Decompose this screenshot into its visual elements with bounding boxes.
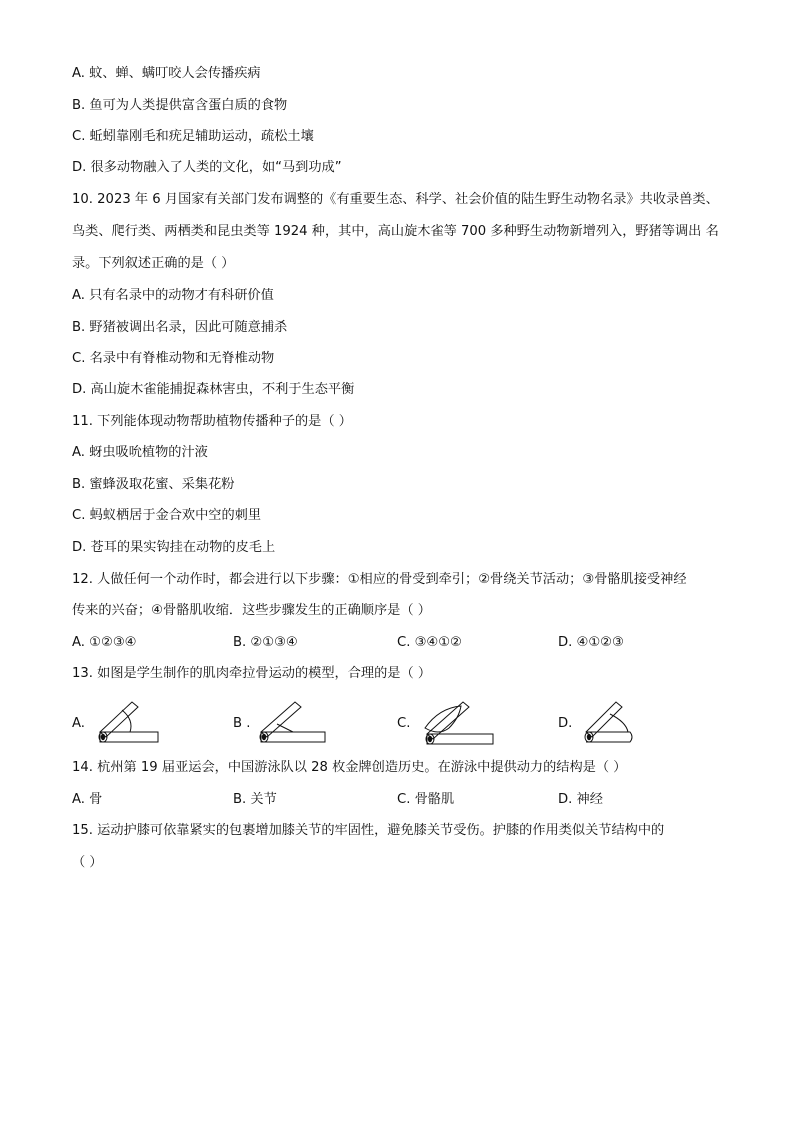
muscle-bone-model-b-icon [255,700,335,752]
q13-figure-a-label: A. [72,716,85,731]
q10-option-a: A. 只有名录中的动物才有科研价值 [72,288,274,303]
q9-option-d: D. 很多动物融入了人类的文化，如“马到功成” [72,160,342,175]
q12-option-d: D. ④①②③ [558,635,624,650]
q11-option-a: A. 蚜虫吸吮植物的汁液 [72,445,208,460]
q14-options-row [72,790,732,810]
q11-stem: 11. 下列能体现动物帮助植物传播种子的是（ ） [72,414,352,429]
q11-option-b: B. 蜜蜂汲取花蜜、采集花粉 [72,477,235,492]
q13-figure-d [558,700,708,752]
q15-stem-line-2: （ ） [72,855,103,870]
q12-option-c: C. ③④①② [397,635,462,650]
q11-option-c: C. 蚂蚁栖居于金合欢中空的刺里 [72,508,262,523]
q13-figure-a [72,700,222,752]
muscle-bone-model-c-icon [419,700,499,752]
q12-option-b: B. ②①③④ [233,635,298,650]
q13-figure-d-label: D. [558,716,573,731]
q14-stem: 14. 杭州第 19 届亚运会，中国游泳队以 28 枚金牌创造历史。在游泳中提供动力的结构是（ ） [72,760,627,775]
q13-stem: 13. 如图是学生制作的肌肉牵拉骨运动的模型，合理的是（ ） [72,666,432,681]
muscle-bone-model-d-icon [580,700,650,752]
q14-option-b: B. 关节 [233,792,277,807]
q14-option-c: C. 骨骼肌 [397,792,455,807]
q9-option-c: C. 蚯蚓靠刚毛和疣足辅助运动，疏松土壤 [72,129,314,144]
q13-figure-c-label: C. [397,716,411,731]
q9-option-b: B. 鱼可为人类提供富含蛋白质的食物 [72,98,288,113]
q10-option-b: B. 野猪被调出名录，因此可随意捕杀 [72,320,288,335]
q9-option-a: A. 蚊、蝉、螨叮咬人会传播疾病 [72,66,261,81]
muscle-bone-model-a-icon [94,700,164,752]
q10-option-c: C. 名录中有脊椎动物和无脊椎动物 [72,351,275,366]
q14-option-d: D. 神经 [558,792,603,807]
q13-figure-b-label: B . [233,716,251,731]
q12-stem-line-1: 12. 人做任何一个动作时，都会进行以下步骤：①相应的骨受到牵引；②骨绕关节活动；③骨骼肌接受神经 [72,572,687,587]
q12-options-row [72,633,732,653]
q12-option-a: A. ①②③④ [72,635,137,650]
q10-stem-line-1: 10. 2023 年 6 月国家有关部门发布调整的《有重要生态、科学、社会价值的陆生野生动物名录》共收录兽类、 [72,192,719,207]
q10-option-d: D. 高山旋木雀能捕捉森林害虫，不利于生态平衡 [72,382,355,397]
q11-option-d: D. 苍耳的果实钩挂在动物的皮毛上 [72,540,276,555]
q10-stem-line-2: 鸟类、爬行类、两栖类和昆虫类等 1924 种，其中，高山旋木雀等 700 多种野生动物新增列入，野猪等调出 名 [72,224,719,239]
q15-stem-line-1: 15. 运动护膝可依靠紧实的包裹增加膝关节的牢固性，避免膝关节受伤。护膝的作用类似关节结构中的 [72,823,665,838]
q13-figure-row [72,700,732,752]
q14-option-a: A. 骨 [72,792,103,807]
q13-figure-b [233,700,383,752]
q12-stem-line-2: 传来的兴奋；④骨骼肌收缩．这些步骤发生的正确顺序是（ ） [72,603,431,618]
q13-figure-c [397,700,547,752]
q10-stem-line-3: 录。下列叙述正确的是（ ） [72,256,235,271]
